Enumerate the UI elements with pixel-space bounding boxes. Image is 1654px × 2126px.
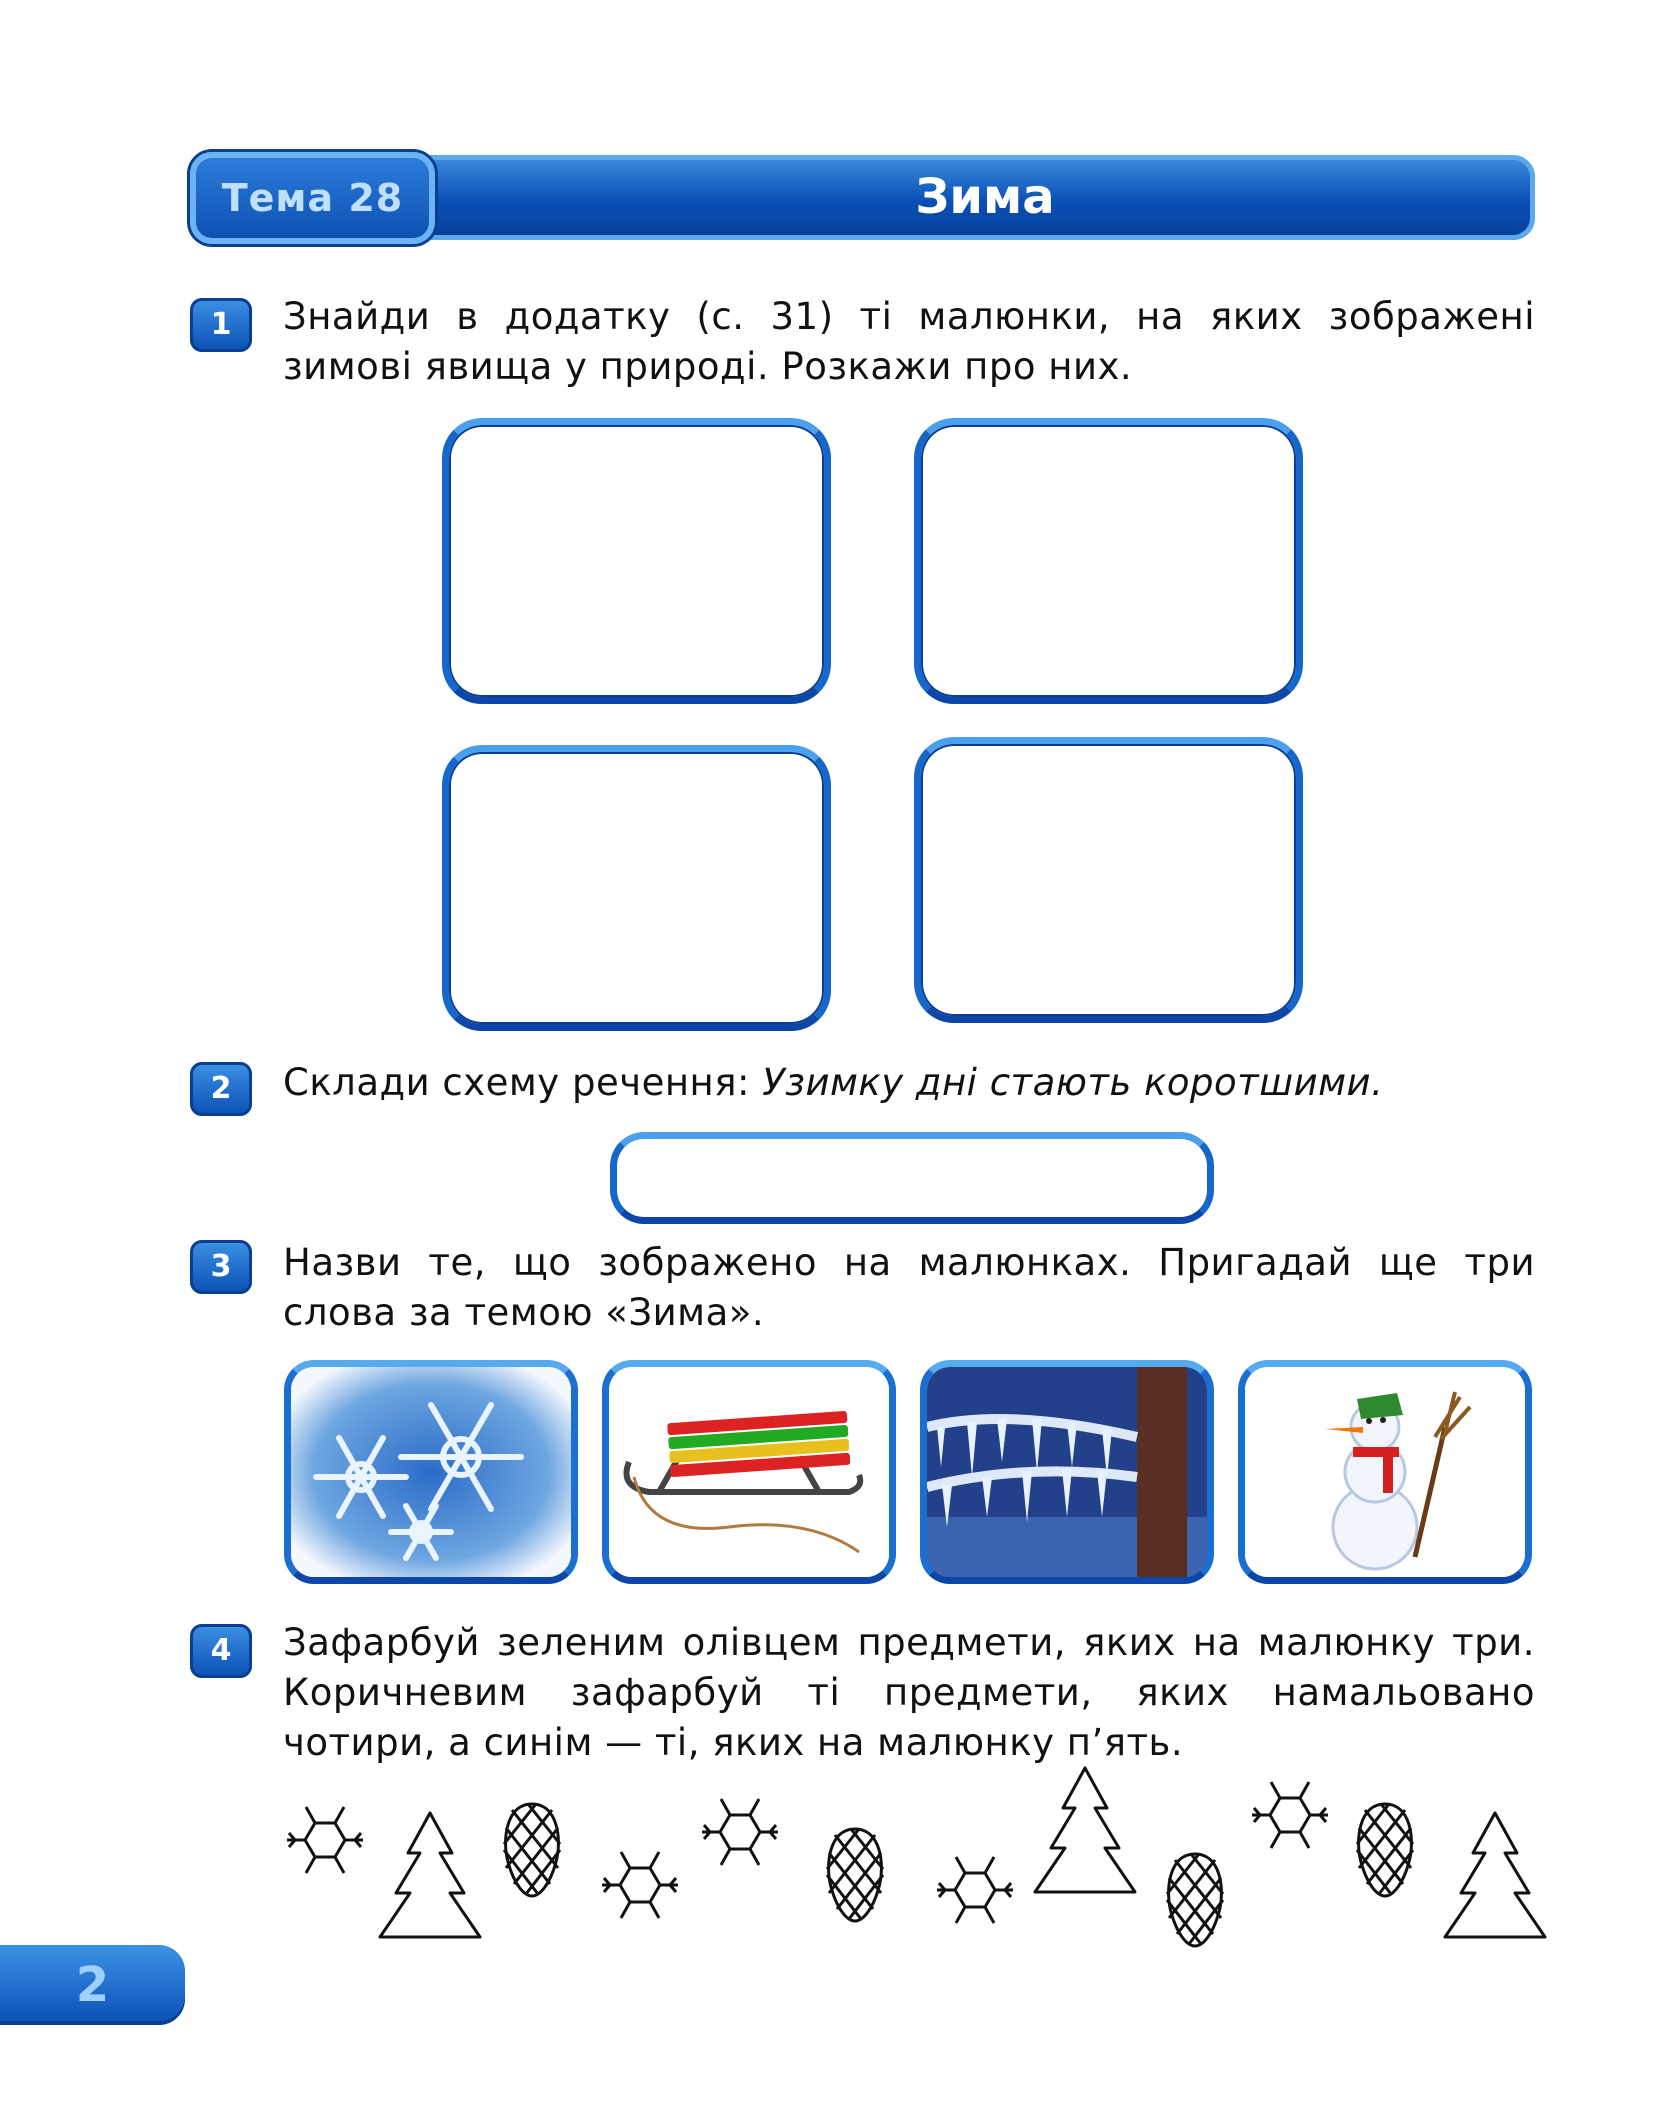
fir-tree-icon: [1445, 1813, 1545, 1937]
task-number-2: 2: [190, 1062, 252, 1116]
snowflakes-picture: [284, 1360, 578, 1584]
topic-label: Тема 28: [221, 176, 404, 220]
task-4-text: Зафарбуй зеленим олівцем предмети, яких на малюнку три. Коричневим зафарбуй ті предмети, яких намальовано чотири, а синім — ті, яких на малюнку п’ять.: [283, 1621, 1535, 1764]
task-1-text: Знайди в додатку (с. 31) ті малюнки, на яких зображені зимові явища у природі. Розкажи про них.: [283, 295, 1535, 388]
task-3-text: Назви те, що зображено на малюнках. Пригадай ще три слова за темою «Зима».: [283, 1241, 1535, 1334]
page-number: 2: [0, 1945, 185, 2025]
task-2-instruction: Склади схему речення:: [283, 1061, 763, 1104]
answer-box-4[interactable]: [914, 737, 1303, 1023]
icicles-picture: [920, 1360, 1214, 1584]
snowflake-icon: [937, 1857, 1013, 1923]
coloring-items: [270, 1750, 1550, 1950]
answer-box-2[interactable]: [914, 418, 1303, 704]
sled-illustration: [609, 1367, 889, 1577]
topic-tab: [190, 152, 435, 244]
sentence-scheme-box[interactable]: [610, 1132, 1214, 1224]
snowflake-icon: [287, 1807, 363, 1873]
task-2-text: [283, 1058, 1535, 1108]
icicles-illustration: [927, 1367, 1207, 1577]
pine-cone-icon: [1167, 1854, 1223, 1946]
pine-cone-icon: [1357, 1804, 1413, 1896]
answer-box-1[interactable]: [442, 418, 831, 704]
snowflake-icon: [1252, 1782, 1328, 1848]
pine-cone-icon: [827, 1829, 883, 1921]
page-title: Зима: [915, 169, 1055, 225]
sled-picture: [602, 1360, 896, 1584]
task-number-4: 4: [190, 1624, 252, 1678]
snowman-illustration: [1245, 1367, 1525, 1577]
answer-box-3[interactable]: [442, 745, 831, 1031]
task-number-3: 3: [190, 1240, 252, 1294]
snowflake-icon: [602, 1852, 678, 1918]
fir-tree-icon: [380, 1813, 480, 1937]
task-2-sentence: Узимку дні стають коротшими.: [762, 1061, 1384, 1104]
fir-tree-icon: [1035, 1768, 1135, 1892]
pine-cone-icon: [504, 1804, 560, 1896]
snowflakes-illustration: [291, 1367, 571, 1577]
snowman-picture: [1238, 1360, 1532, 1584]
snowflake-icon: [702, 1799, 778, 1865]
task-number-1: 1: [190, 298, 252, 352]
